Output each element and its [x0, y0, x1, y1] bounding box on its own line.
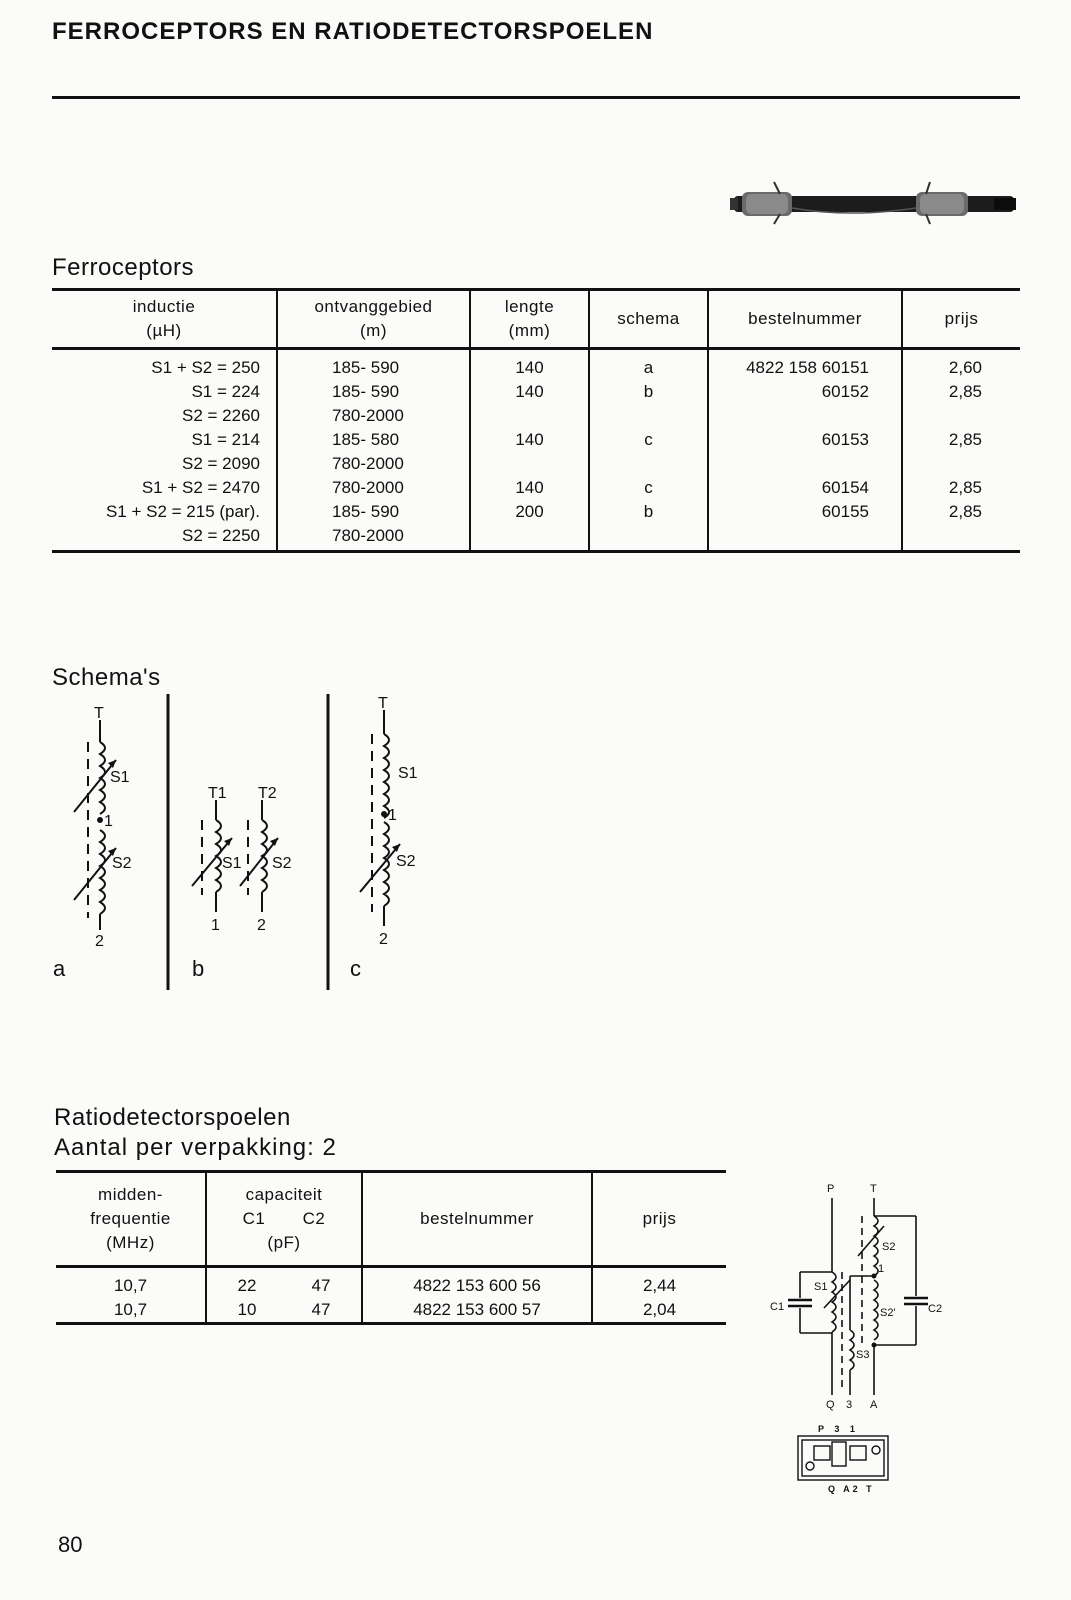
table-row — [52, 380, 1020, 404]
cell-inductie: S1 = 214 — [191, 430, 260, 449]
cell-bestelnummer — [708, 524, 902, 552]
ferroceptor-rod-image — [730, 178, 1020, 228]
schema-a-tap-1: 1 — [104, 813, 113, 830]
cell-ontvanggebied: 185- 590 — [277, 380, 470, 404]
col-bestelnummer: bestelnummer — [708, 290, 902, 349]
table-row — [52, 476, 1020, 500]
base-top-labels: P 3 1 — [818, 1424, 859, 1434]
header-unit: (MHz) — [106, 1233, 155, 1252]
ferroceptors-heading: Ferroceptors — [52, 254, 195, 281]
cell-schema — [589, 452, 708, 476]
table-row — [56, 1267, 726, 1299]
schemas-diagram — [50, 690, 430, 1000]
table-row — [52, 524, 1020, 552]
schema-c-terminal-t: T — [378, 695, 388, 712]
table-row — [52, 500, 1020, 524]
circuit-terminal-3: 3 — [846, 1399, 853, 1411]
circuit-terminal-t: T — [870, 1183, 877, 1195]
header-unit: (pF) — [267, 1233, 301, 1252]
schema-b-s1-label: S1 — [222, 855, 242, 872]
circuit-c1-label: C1 — [770, 1301, 785, 1313]
cell-frequentie: 10,7 — [113, 1300, 148, 1319]
cell-inductie: S1 = 224 — [191, 382, 260, 401]
header-unit: (mm) — [508, 321, 551, 340]
cell-prijs: 2,44 — [592, 1267, 726, 1299]
cell-frequentie: 10,7 — [113, 1276, 148, 1295]
cell-schema — [589, 524, 708, 552]
cell-lengte: 200 — [470, 500, 589, 524]
table-header-row — [52, 290, 1020, 349]
cell-lengte: 140 — [470, 380, 589, 404]
schema-b-s2-label: S2 — [272, 855, 292, 872]
cell-schema: c — [589, 476, 708, 500]
header-unit: (m) — [360, 321, 387, 340]
schema-a-s1-label: S1 — [110, 769, 130, 786]
cell-inductie: S1 + S2 = 215 (par). — [105, 502, 260, 521]
cell-schema: c — [589, 428, 708, 452]
cell-bestelnummer — [708, 404, 902, 428]
cell-lengte: 140 — [470, 428, 589, 452]
schema-label-b: b — [192, 956, 205, 981]
cell-bestelnummer — [708, 452, 902, 476]
cell-c1: 10 — [237, 1300, 257, 1319]
cell-c2: 47 — [311, 1300, 331, 1319]
cell-bestelnummer: 4822 153 600 57 — [362, 1298, 592, 1324]
ferroceptors-table — [52, 288, 1020, 553]
cell-lengte: 140 — [470, 349, 589, 381]
header-label: ontvanggebied — [314, 297, 433, 316]
cell-inductie: S1 + S2 = 2470 — [141, 478, 260, 497]
circuit-s2p-label: S2' — [880, 1307, 896, 1319]
cell-c2: 47 — [311, 1276, 331, 1295]
table-row — [52, 349, 1020, 381]
schema-c-s2-label: S2 — [396, 853, 416, 870]
ratio-table — [56, 1170, 726, 1325]
col-inductie — [52, 290, 277, 349]
cell-ontvanggebied: 185- 590 — [277, 349, 470, 381]
cell-prijs — [902, 404, 1020, 428]
col-lengte — [470, 290, 589, 349]
schema-a-s2-label: S2 — [112, 855, 132, 872]
circuit-s1-label: S1 — [814, 1281, 828, 1293]
schema-label-a: a — [53, 956, 66, 981]
circuit-terminal-q: Q — [826, 1399, 835, 1411]
cell-schema: b — [589, 380, 708, 404]
table-row — [52, 404, 1020, 428]
cell-prijs — [902, 524, 1020, 552]
schemas-heading: Schema's — [52, 664, 161, 691]
cell-schema: a — [589, 349, 708, 381]
cell-prijs — [902, 452, 1020, 476]
schema-c-tap-1: 1 — [388, 807, 397, 824]
header-c1: C1 — [242, 1209, 266, 1228]
title-divider — [52, 96, 1020, 99]
ratio-heading: Ratiodetectorspoelen — [54, 1104, 291, 1131]
cell-capaciteit — [206, 1267, 362, 1299]
ratio-detector-circuit — [770, 1180, 950, 1500]
schema-b-terminal-t1: T1 — [208, 785, 227, 802]
page-title: FERROCEPTORS EN RATIODETECTORSPOELEN — [52, 18, 654, 45]
cell-ontvanggebied: 780-2000 — [277, 404, 470, 428]
col-schema: schema — [589, 290, 708, 349]
header-c2: C2 — [302, 1209, 326, 1228]
cell-prijs: 2,85 — [902, 476, 1020, 500]
cell-inductie: S2 = 2260 — [182, 406, 260, 425]
cell-lengte — [470, 524, 589, 552]
col-bestelnummer: bestelnummer — [362, 1172, 592, 1267]
cell-prijs: 2,85 — [902, 428, 1020, 452]
cell-bestelnummer: 4822 153 600 56 — [362, 1267, 592, 1299]
cell-bestelnummer: 60152 — [708, 380, 902, 404]
circuit-c2-label: C2 — [928, 1303, 943, 1315]
cell-prijs: 2,04 — [592, 1298, 726, 1324]
schema-b-terminal-2: 2 — [257, 917, 266, 934]
header-label: frequentie — [90, 1209, 171, 1228]
page-number: 80 — [58, 1532, 83, 1557]
schema-b-terminal-1: 1 — [211, 917, 220, 934]
cell-lengte — [470, 404, 589, 428]
cell-capaciteit — [206, 1298, 362, 1324]
circuit-s3-label: S3 — [856, 1349, 870, 1361]
col-capaciteit — [206, 1172, 362, 1267]
cell-schema: b — [589, 500, 708, 524]
header-label: inductie — [132, 297, 196, 316]
schema-b-terminal-t2: T2 — [258, 785, 277, 802]
cell-bestelnummer: 60153 — [708, 428, 902, 452]
schema-a-terminal-2: 2 — [95, 933, 104, 950]
cell-prijs: 2,85 — [902, 500, 1020, 524]
circuit-terminal-a: A — [870, 1399, 878, 1411]
cell-schema — [589, 404, 708, 428]
table-row — [52, 428, 1020, 452]
cell-inductie: S2 = 2250 — [182, 526, 260, 545]
schema-c-s1-label: S1 — [398, 765, 418, 782]
cell-ontvanggebied: 185- 580 — [277, 428, 470, 452]
cell-prijs: 2,85 — [902, 380, 1020, 404]
cell-ontvanggebied: 780-2000 — [277, 452, 470, 476]
col-prijs: prijs — [592, 1172, 726, 1267]
header-label: capaciteit — [245, 1185, 323, 1204]
circuit-s2-label: S2 — [882, 1241, 896, 1253]
header-label: midden- — [98, 1185, 163, 1204]
cell-lengte: 140 — [470, 476, 589, 500]
header-label: lengte — [504, 297, 555, 316]
table-row — [56, 1298, 726, 1324]
cell-ontvanggebied: 185- 590 — [277, 500, 470, 524]
circuit-tap-1: 1 — [878, 1263, 885, 1275]
col-ontvanggebied — [277, 290, 470, 349]
header-unit: (µH) — [146, 321, 182, 340]
schema-a-terminal-t: T — [94, 705, 104, 722]
cell-inductie: S2 = 2090 — [182, 454, 260, 473]
cell-lengte — [470, 452, 589, 476]
circuit-terminal-p: P — [827, 1183, 835, 1195]
base-bottom-labels: Q A2 T — [828, 1484, 875, 1494]
col-middenfrequentie — [56, 1172, 206, 1267]
schema-label-c: c — [350, 956, 361, 981]
cell-c1: 22 — [237, 1276, 257, 1295]
cell-bestelnummer: 60154 — [708, 476, 902, 500]
cell-inductie: S1 + S2 = 250 — [151, 358, 260, 377]
cell-ontvanggebied: 780-2000 — [277, 524, 470, 552]
cell-prijs: 2,60 — [902, 349, 1020, 381]
cell-ontvanggebied: 780-2000 — [277, 476, 470, 500]
ratio-subheading: Aantal per verpakking: 2 — [54, 1134, 337, 1161]
cell-bestelnummer: 4822 158 60151 — [708, 349, 902, 381]
cell-bestelnummer: 60155 — [708, 500, 902, 524]
schema-c-terminal-2: 2 — [379, 931, 388, 948]
col-prijs: prijs — [902, 290, 1020, 349]
table-row — [52, 452, 1020, 476]
table-header-row — [56, 1172, 726, 1267]
